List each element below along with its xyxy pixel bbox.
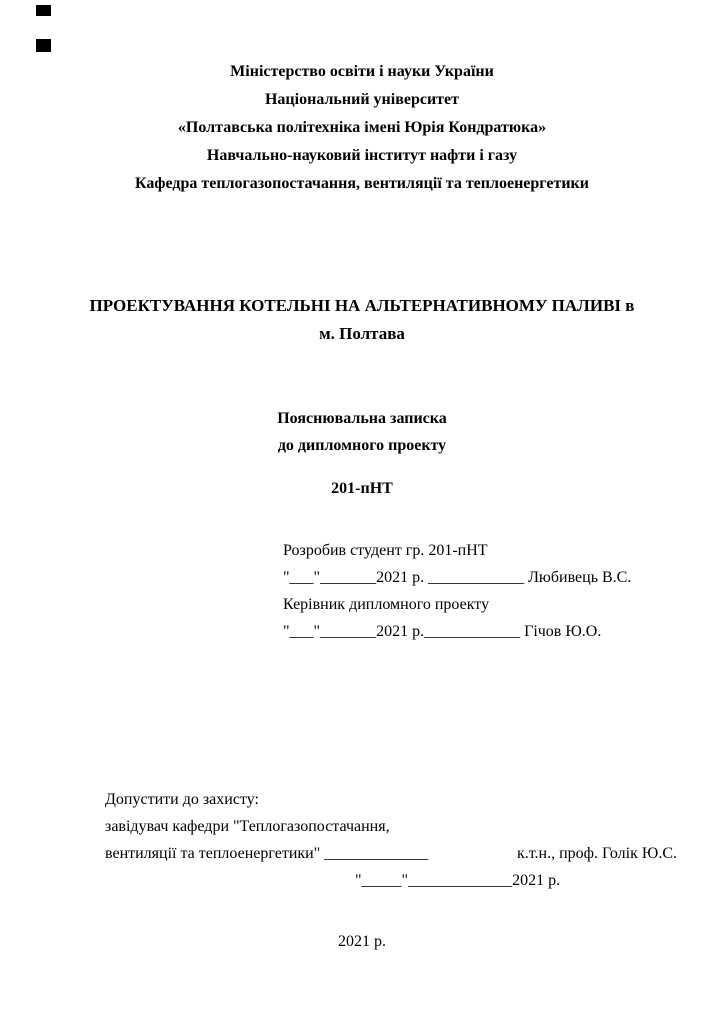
university-line: Національний університет [264,91,459,108]
supervisor-role-line: Керівник дипломного проекту [283,596,490,613]
scan-artifact-mark [36,5,51,16]
ministry-line: Міністерство освіти і науки України [230,63,494,80]
approver-name: к.т.н., проф. Голік Ю.С. [516,845,677,862]
project-title [0,292,724,348]
document-type-line-2: до дипломного проекту [277,437,447,454]
signature-block [283,537,631,645]
approval-department-left: вентиляції та теплоенергетики" _____________ [105,845,429,862]
group-code: 201-пНТ [331,480,393,497]
project-title-line-2: м. Полтава [319,324,405,343]
approval-department-line-2 [105,840,677,867]
document-type [0,405,724,459]
student-role-line: Розробив студент гр. 201-пНТ [283,542,488,559]
document-type-line-1: Пояснювальна записка [277,410,447,427]
approval-block [105,786,677,894]
department-line: Кафедра теплогазопостачання, вентиляції та теплоенергетики [135,175,589,192]
footer-year: 2021 р. [338,933,386,950]
approval-department-line-1: завідувач кафедри "Теплогазопостачання, [105,818,390,835]
project-title-line-1: ПРОЕКТУВАННЯ КОТЕЛЬНІ НА АЛЬТЕРНАТИВНОМУ ПАЛИВІ в [89,296,635,315]
scan-artifact-mark [36,39,51,52]
supervisor-signature-line: "___"_______2021 р.____________ Гічов Ю.О. [283,623,602,640]
institute-line: Навчально-науковий інститут нафти і газу [206,147,518,164]
approval-heading: Допустити до захисту: [105,791,259,808]
student-signature-line: "___"_______2021 р. ____________ Любивець В.С. [283,569,632,586]
institution-header [0,58,724,198]
approval-date-line: "_____"_____________2021 р. [355,872,561,889]
university-name-line: «Полтавська політехніка імені Юрія Кондратюка» [177,119,547,136]
